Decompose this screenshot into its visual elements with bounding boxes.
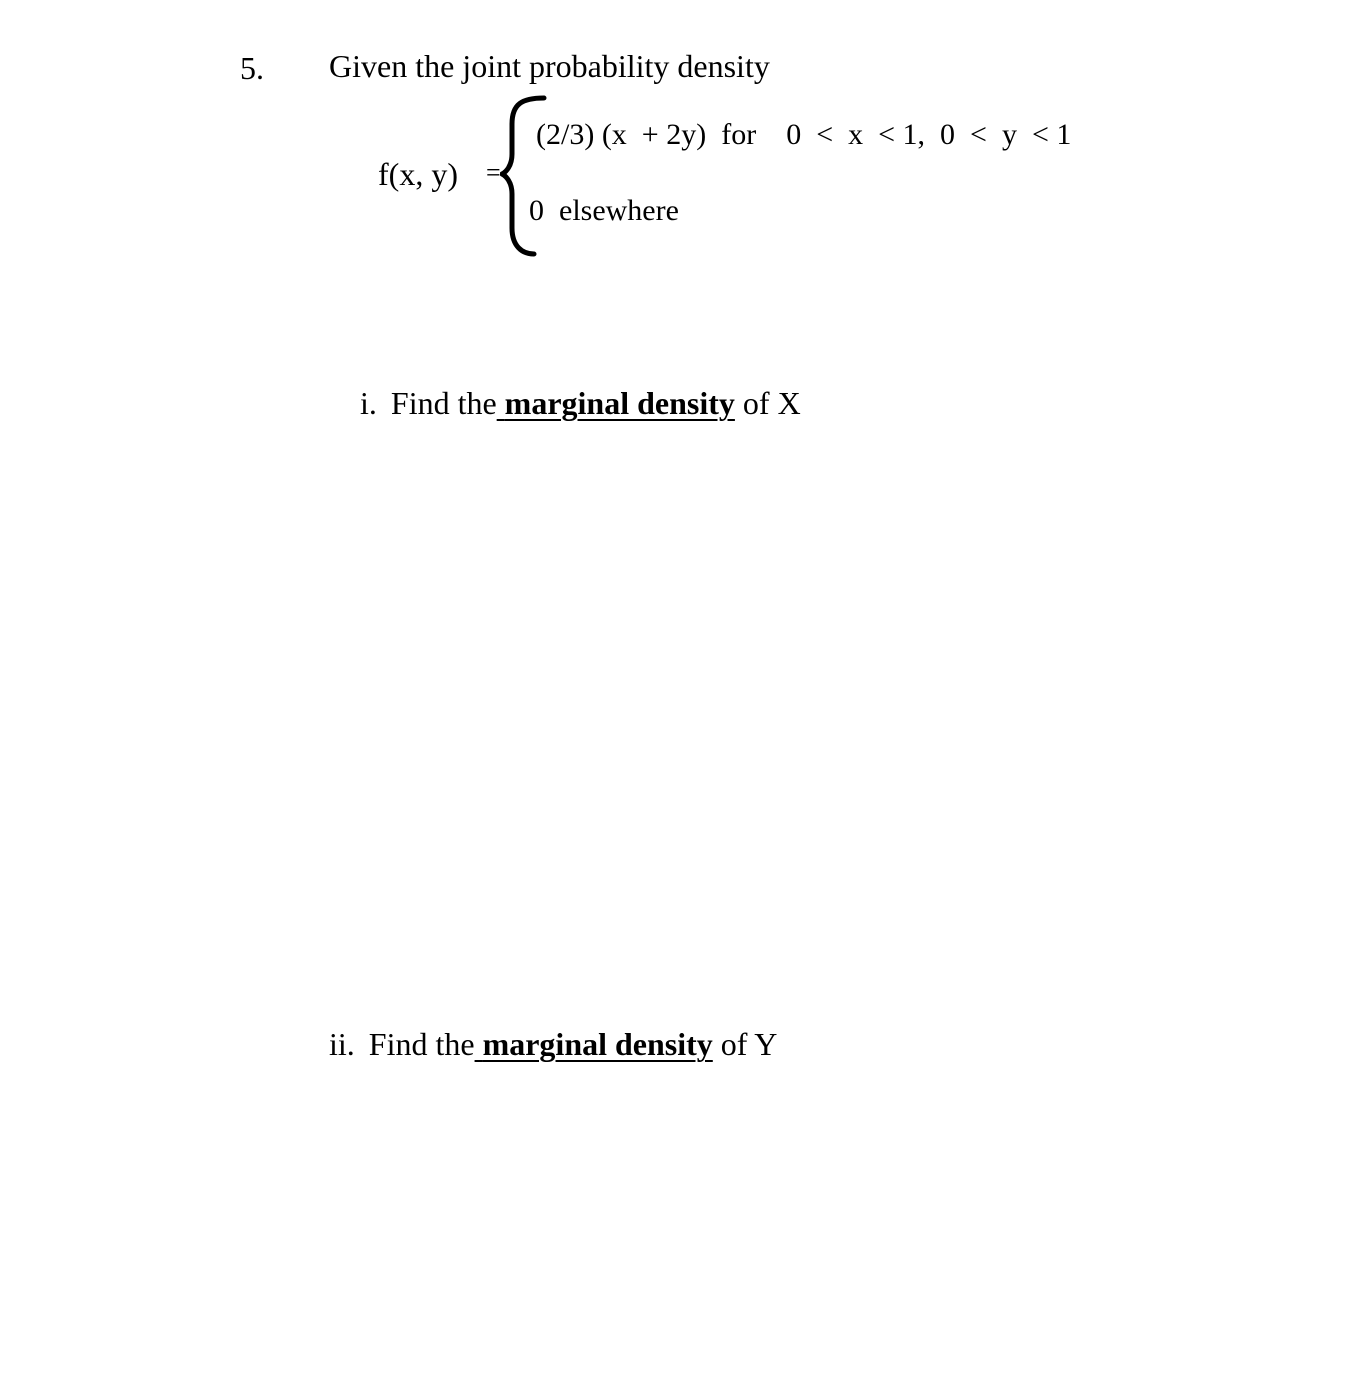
question-2-suffix: of Y <box>720 1026 778 1062</box>
case-2-expression: 0 elsewhere <box>529 194 679 227</box>
question-2-number: ii. <box>329 1026 355 1062</box>
question-1-emphasis: marginal density <box>504 385 735 421</box>
case-1-expression: (2/3) (x + 2y) for 0 < x < 1, 0 < y < 1 <box>536 118 1072 151</box>
problem-intro: Given the joint probability density <box>329 48 770 84</box>
function-label: f(x, y) <box>378 156 458 192</box>
question-1-suffix: of X <box>742 385 801 421</box>
question-2 <box>329 1028 777 1060</box>
question-1-prefix: Find the <box>390 385 497 421</box>
question-1 <box>360 387 801 419</box>
problem-number: 5. <box>240 50 264 86</box>
equals-sign: = <box>486 158 501 187</box>
question-2-prefix: Find the <box>368 1026 475 1062</box>
question-2-emphasis: marginal density <box>482 1026 713 1062</box>
question-1-number: i. <box>360 385 377 421</box>
